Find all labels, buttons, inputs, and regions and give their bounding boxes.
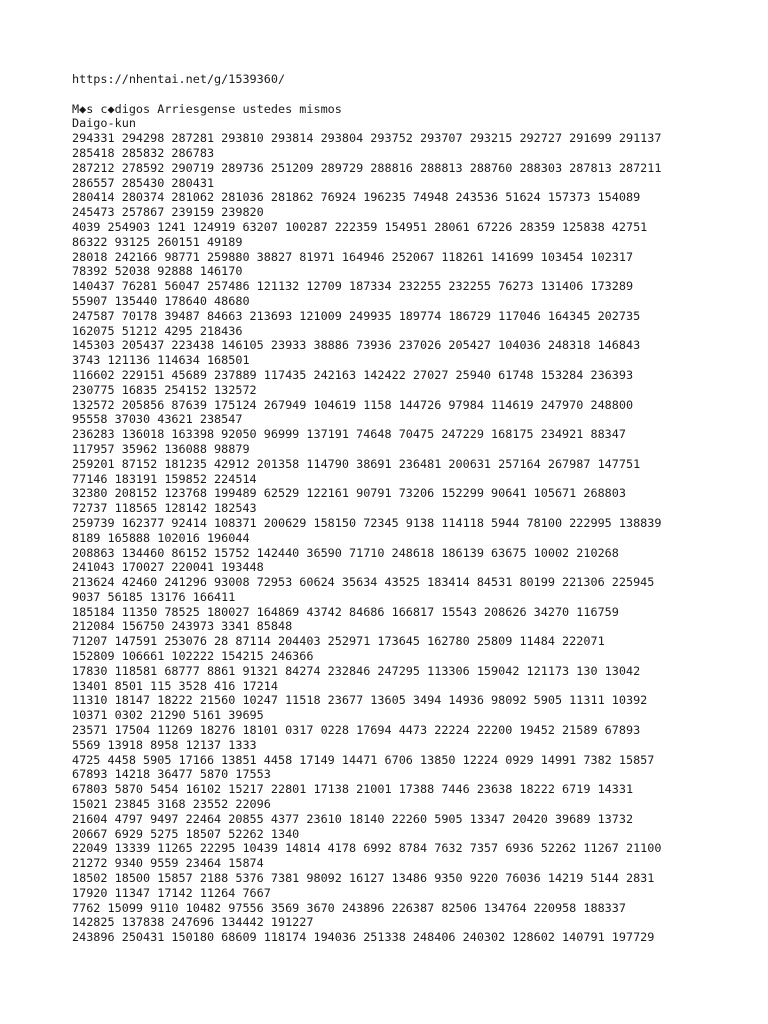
code-line: 77146 183191 159852 224514: [72, 471, 257, 486]
code-line: 15021 23845 3168 23552 22096: [72, 797, 271, 812]
code-line: 3743 121136 114634 168501: [72, 353, 250, 368]
code-line: 71207 147591 253076 28 87114 204403 252971 173645 162780 25809 11484 222071: [72, 634, 605, 649]
code-line: 285418 285832 286783: [72, 145, 215, 160]
code-line: 78392 52038 92888 146170: [72, 264, 243, 279]
code-line: 208863 134460 86152 15752 142440 36590 71710 248618 186139 63675 10002 210268: [72, 545, 619, 560]
document-heading: M◆s c◆digos Arriesgense ustedes mismos: [72, 101, 342, 116]
code-line: 280414 280374 281062 281036 281862 76924 196235 74948 243536 51624 157373 154089: [72, 190, 641, 205]
code-line: 212084 156750 243973 3341 85848: [72, 619, 293, 634]
code-line: 162075 51212 4295 218436: [72, 323, 243, 338]
code-line: 152809 106661 102222 154215 246366: [72, 649, 314, 664]
code-line: 294331 294298 287281 293810 293814 293804 293752 293707 293215 292727 291699 291137: [72, 131, 662, 146]
code-line: 230775 16835 254152 132572: [72, 382, 257, 397]
document-page: [72, 72, 712, 945]
code-line: 247587 70178 39487 84663 213693 121009 249935 189774 186729 117046 164345 202735: [72, 308, 641, 323]
code-line: 22049 13339 11265 22295 10439 14814 4178 6992 8784 7632 7357 6936 52262 11267 21100: [72, 841, 662, 856]
code-line: 117957 35962 136088 98879: [72, 441, 250, 456]
code-line: 11310 18147 18222 21560 10247 11518 23677 13605 3494 14936 98092 5905 11311 10392: [72, 693, 648, 708]
code-line: 21604 4797 9497 22464 20855 4377 23610 18140 22260 5905 13347 20420 39689 13732: [72, 811, 634, 826]
code-line: 142825 137838 247696 134442 191227: [72, 915, 314, 930]
code-line: 28018 242166 98771 259880 38827 81971 164946 252067 118261 141699 103454 102317: [72, 249, 634, 264]
source-url[interactable]: https://nhentai.net/g/1539360/: [72, 72, 286, 86]
code-line: 243896 250431 150180 68609 118174 194036 251338 248406 240302 128602 140791 197729: [72, 930, 655, 945]
code-line: 259201 87152 181235 42912 201358 114790 38691 236481 200631 257164 267987 147751: [72, 456, 641, 471]
code-line: 67893 14218 36477 5870 17553: [72, 767, 271, 782]
code-line: 55907 135440 178640 48680: [72, 293, 250, 308]
code-line: 185184 11350 78525 180027 164869 43742 84686 166817 15543 208626 34270 116759: [72, 604, 619, 619]
code-line: 13401 8501 115 3528 416 17214: [72, 678, 278, 693]
code-list: [72, 131, 712, 945]
code-line: 213624 42460 241296 93008 72953 60624 35634 43525 183414 84531 80199 221306 225945: [72, 575, 655, 590]
code-line: 145303 205437 223438 146105 23933 38886 73936 237026 205427 104036 248318 146843: [72, 338, 641, 353]
code-line: 259739 162377 92414 108371 200629 158150 72345 9138 114118 5944 78100 222995 138839: [72, 515, 662, 530]
code-line: 17830 118581 68777 8861 91321 84274 232846 247295 113306 159042 121173 130 13042: [72, 663, 641, 678]
code-line: 67803 5870 5454 16102 15217 22801 17138 21001 17388 7446 23638 18222 6719 14331: [72, 782, 634, 797]
code-line: 10371 0302 21290 5161 39695: [72, 708, 264, 723]
code-line: 20667 6929 5275 18507 52262 1340: [72, 826, 300, 841]
code-line: 17920 11347 17142 11264 7667: [72, 885, 271, 900]
blank-line: [72, 87, 712, 102]
code-line: 8189 165888 102016 196044: [72, 530, 250, 545]
code-line: 140437 76281 56047 257486 121132 12709 187334 232255 232255 76273 131406 173289: [72, 279, 634, 294]
code-line: 7762 15099 9110 10482 97556 3569 3670 243896 226387 82506 134764 220958 188337: [72, 900, 626, 915]
code-line: 287212 278592 290719 289736 251209 289729 288816 288813 288760 288303 287813 287211: [72, 160, 662, 175]
code-line: 4725 4458 5905 17166 13851 4458 17149 14471 6706 13850 12224 0929 14991 7382 15857: [72, 752, 655, 767]
code-line: 241043 170027 220041 193448: [72, 560, 264, 575]
code-line: 132572 205856 87639 175124 267949 104619 1158 144726 97984 114619 247970 248800: [72, 397, 634, 412]
code-line: 95558 37030 43621 238547: [72, 412, 243, 427]
code-line: 4039 254903 1241 124919 63207 100287 222359 154951 28061 67226 28359 125838 42751: [72, 219, 648, 234]
code-line: 5569 13918 8958 12137 1333: [72, 737, 257, 752]
code-line: 286557 285430 280431: [72, 175, 215, 190]
code-line: 23571 17504 11269 18276 18101 0317 0228 17694 4473 22224 22200 19452 21589 67893: [72, 723, 641, 738]
author-name: Daigo-kun: [72, 116, 136, 131]
code-line: 9037 56185 13176 166411: [72, 589, 236, 604]
code-line: 245473 257867 239159 239820: [72, 205, 264, 220]
code-line: 32380 208152 123768 199489 62529 122161 90791 73206 152299 90641 105671 268803: [72, 486, 626, 501]
code-line: 72737 118565 128142 182543: [72, 501, 257, 516]
code-line: 236283 136018 163398 92050 96999 137191 74648 70475 247229 168175 234921 88347: [72, 427, 626, 442]
code-line: 21272 9340 9559 23464 15874: [72, 856, 264, 871]
code-line: 116602 229151 45689 237889 117435 242163 142422 27027 25940 61748 153284 236393: [72, 367, 634, 382]
code-line: 18502 18500 15857 2188 5376 7381 98092 16127 13486 9350 9220 76036 14219 5144 2831: [72, 871, 655, 886]
code-line: 86322 93125 260151 49189: [72, 234, 243, 249]
